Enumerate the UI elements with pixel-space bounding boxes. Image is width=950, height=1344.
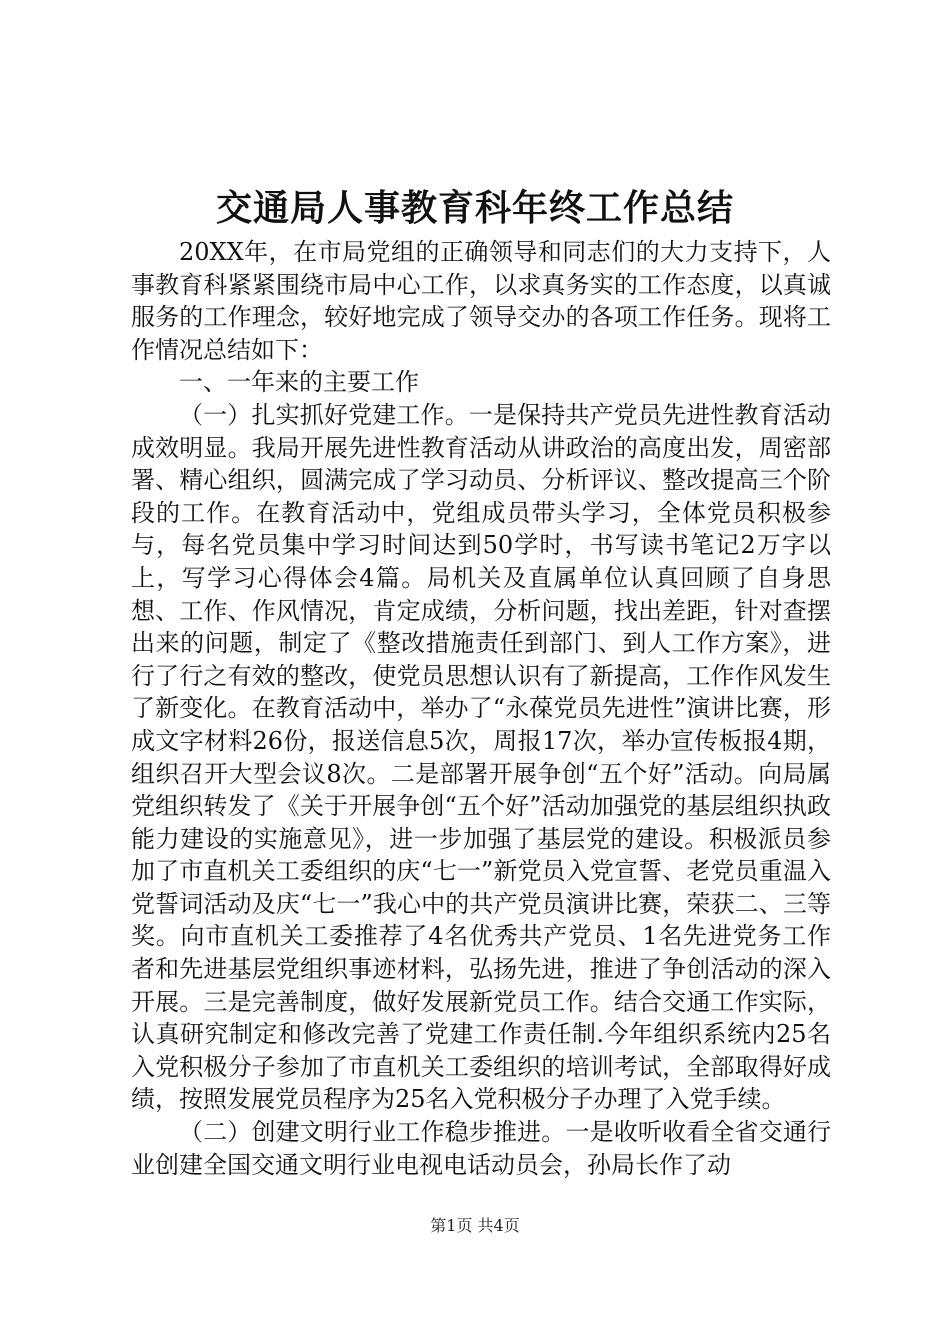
document-title: 交通局人事教育科年终工作总结 [215,187,734,229]
party-building-paragraph: （一）扎实抓好党建工作。一是保持共产党员先进性教育活动成效明显。我局开展先进性教育活动从讲政治的高度出发，周密部署、精心组织，圆满完成了学习动员、分析评议、整改提高三个阶段的工作。在教育活动中，党组成员带头学习，全体党员积极参与，每名党员集中学习时间达到50学时，书写读书笔记2万字以上，写学习心得体会4篇。局机关及直属单位认真回顾了自身思想、工作、作风情况，肯定成绩，分析问题，找出差距，针对查摆出来的问题，制定了《整改措施责任到部门、到人工作方案》，进行了行之有效的整改，使党员思想认识有了新提高，工作作风发生了新变化。在教育活动中，举办了“永葆党员先进性”演讲比赛，形成文字材料26份，报送信息5次，周报17次，举办宣传板报4期，组织召开大型会议8次。二是部署开展争创“五个好”活动。向局属党组织转发了《关于开展争创“五个好”活动加强党的基层组织执政能力建设的实施意见》，进一步加强了基层党的建设。积极派员参加了市直机关工委组织的庆“七一”新党员入党宣誓、老党员重温入党誓词活动及庆“七一”我心中的共产党员演讲比赛，荣获二、三等奖。向市直机关工委推荐了4名优秀共产党员、1名先进党务工作者和先进基层党组织事迹材料，弘扬先进，推进了争创活动的深入开展。三是完善制度，做好发展新党员工作。结合交通工作实际，认真研究制定和修改完善了党建工作责任制.今年组织系统内25名入党积极分子参加了市直机关工委组织的培训考试，全部取得好成绩，按照发展党员程序为25名入党积极分子办理了入党手续。 [131,400,831,1114]
intro-paragraph: 20XX年，在市局党组的正确领导和同志们的大力支持下，人事教育科紧紧围绕市局中心工作，以求真务实的工作态度，以真诚服务的工作理念，较好地完成了领导交办的各项工作任务。现将工作情况总结如下： [131,238,831,364]
document-body [131,236,831,1181]
page-footer: 第1页 共4页 [430,1216,520,1235]
section-heading: 一、一年来的主要工作 [179,368,419,397]
civilized-industry-paragraph: （二）创建文明行业工作稳步推进。一是收听收看全省交通行业创建全国交通文明行业电视电话动员会，孙局长作了动 [131,1118,831,1179]
